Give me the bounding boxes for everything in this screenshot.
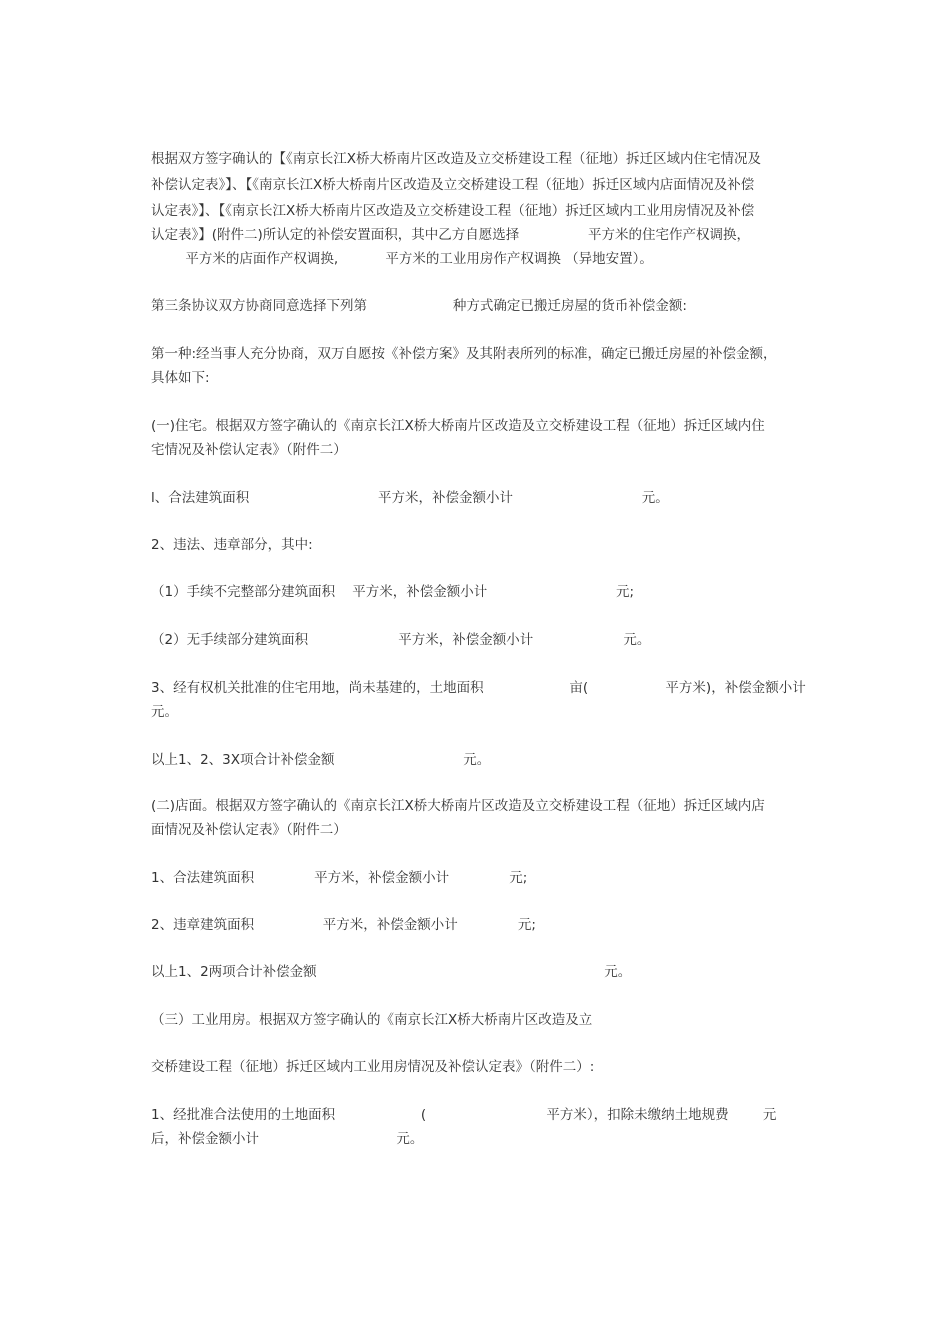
store-item-2: 2、违章建筑面积 平方米，补偿金额小计 元; bbox=[151, 917, 536, 933]
residence-total: 以上1、2、3X项合计补偿金额 元。 bbox=[151, 752, 491, 768]
store-heading-line-1: (二)店面。根据双方签字确认的《南京长江X桥大桥南片区改造及立交桥建设工程（征地）拆迁区域内店 bbox=[151, 798, 765, 814]
paragraph-1-line-3: 认定表》】、【《南京长江X桥大桥南片区改造及立交桥建设工程（征地）拆迁区域内工业用房情况及补偿 bbox=[151, 203, 755, 219]
paragraph-1-line-4: 认定表》】(附件二)所认定的补偿安置面积，其中乙方自愿选择 平方米的住宅作产权调换， bbox=[151, 227, 750, 243]
store-total: 以上1、2两项合计补偿金额 元。 bbox=[151, 964, 632, 980]
industrial-item-1-line-1: 1、经批准合法使用的土地面积 ( 平方米），扣除未缴纳土地规费 元 bbox=[151, 1107, 777, 1123]
residence-item-3-line-2: 元。 bbox=[151, 704, 178, 720]
residence-item-2-2: （2）无手续部分建筑面积 平方米，补偿金额小计 元。 bbox=[151, 632, 651, 648]
paragraph-1-line-2: 补偿认定表》】、【《南京长江X桥大桥南片区改造及立交桥建设工程（征地）拆迁区域内店面情况及补偿 bbox=[151, 177, 755, 193]
article-3-text: 第三条协议双方协商同意选择下列第 种方式确定已搬迁房屋的货币补偿金额: bbox=[151, 298, 687, 314]
residence-item-2: 2、违法、违章部分，其中: bbox=[151, 537, 313, 553]
industrial-item-1-line-2: 后，补偿金额小计 元。 bbox=[151, 1131, 424, 1147]
residence-heading-line-2: 宅情况及补偿认定表》（附件二） bbox=[151, 442, 347, 458]
industrial-heading-line-1: （三）工业用房。根据双方签字确认的《南京长江X桥大桥南片区改造及立 bbox=[151, 1012, 593, 1028]
industrial-heading-line-2: 交桥建设工程（征地）拆迁区域内工业用房情况及补偿认定表》（附件二）: bbox=[151, 1059, 595, 1075]
residence-item-3-line-1: 3、经有权机关批准的住宅用地，尚未基建的，土地面积 亩( 平方米)，补偿金额小计 bbox=[151, 680, 806, 696]
residence-heading-line-1: (一)住宅。根据双方签字确认的《南京长江X桥大桥南片区改造及立交桥建设工程（征地）拆迁区域内住 bbox=[151, 418, 765, 434]
paragraph-1-line-1: 根据双方签字确认的【《南京长江X桥大桥南片区改造及立交桥建设工程（征地）拆迁区域内住宅情况及 bbox=[151, 151, 761, 167]
residence-item-2-1: （1）手续不完整部分建筑面积 平方米，补偿金额小计 元; bbox=[151, 584, 635, 600]
residence-item-1: l、合法建筑面积 平方米，补偿金额小计 元。 bbox=[151, 490, 669, 506]
option-1-line-1: 第一种:经当事人充分协商，双万自愿按《补偿方案》及其附表所列的标准，确定已搬迁房屋的补偿金额， bbox=[151, 346, 777, 362]
store-heading-line-2: 面情况及补偿认定表》（附件二） bbox=[151, 822, 347, 838]
option-1-line-2: 具体如下: bbox=[151, 370, 210, 386]
paragraph-1-line-5: 平方米的店面作产权调换, 平方米的工业用房作产权调换 （异地安置）。 bbox=[151, 251, 653, 267]
store-item-1: 1、合法建筑面积 平方米，补偿金额小计 元; bbox=[151, 870, 528, 886]
